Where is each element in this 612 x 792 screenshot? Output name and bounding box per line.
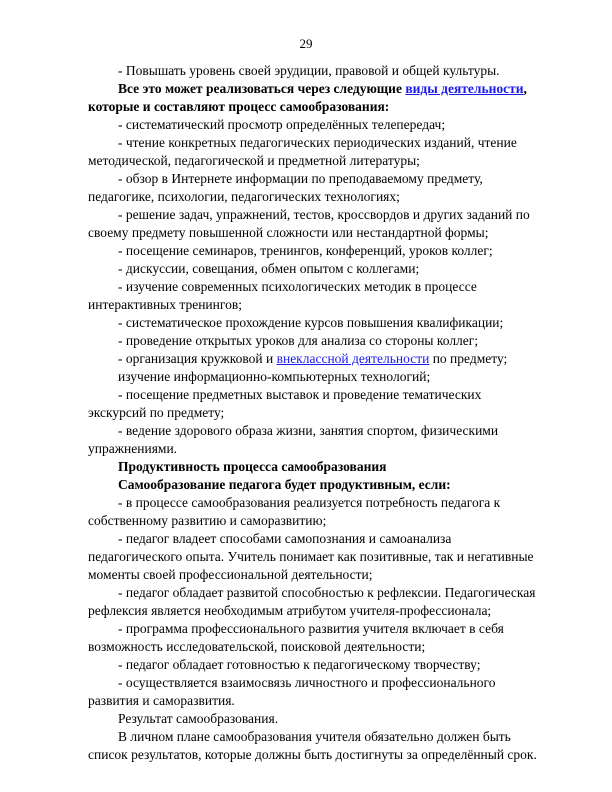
- list-item: - педагог обладает развитой способностью к рефлексии. Педагогическая рефлексия является необходимым атрибутом учителя-профессионала;: [88, 585, 536, 618]
- section-subheading: Самообразование педагога будет продуктивным, если:: [118, 477, 451, 492]
- link-activity-types[interactable]: виды деятельности: [405, 81, 524, 96]
- list-item: - обзор в Интернете информации по преподаваемому предмету, педагогике, психологии, педагогических технологиях;: [88, 171, 483, 204]
- list-item: - педагог владеет способами самопознания и самоанализа педагогического опыта. Учитель понимает как позитивные, так и негативные моменты своей профессиональной деятельности;: [88, 531, 534, 582]
- section-heading: Продуктивность процесса самообразования: [118, 459, 387, 474]
- list-item: [88, 350, 540, 368]
- paragraph-bold: [88, 80, 540, 116]
- text-span: Все это может реализоваться через следующие: [118, 81, 406, 96]
- paragraph: - Повышать уровень своей эрудиции, правовой и общей культуры.: [118, 63, 500, 78]
- list-item: изучение информационно-компьютерных технологий;: [118, 369, 431, 384]
- list-item: - решение задач, упражнений, тестов, кроссвордов и других заданий по своему предмету повышенной сложности или нестандартной формы;: [88, 207, 530, 240]
- list-item: - посещение предметных выставок и проведение тематических экскурсий по предмету;: [88, 387, 482, 420]
- list-item: - изучение современных психологических методик в процессе интерактивных тренингов;: [88, 279, 477, 312]
- list-item: - дискуссии, совещания, обмен опытом с коллегами;: [118, 261, 420, 276]
- text-span: , которые и составляют процесс самообразования:: [88, 81, 527, 114]
- document-body: [88, 62, 540, 764]
- list-item: - чтение конкретных педагогических периодических изданий, чтение методической, педагогической и предметной литературы;: [88, 135, 517, 168]
- list-item: - проведение открытых уроков для анализа со стороны коллег;: [118, 333, 479, 348]
- text-span: - организация кружковой и: [118, 351, 277, 366]
- list-item: - посещение семинаров, тренингов, конференций, уроков коллег;: [118, 243, 493, 258]
- list-item: - систематический просмотр определённых телепередач;: [118, 117, 446, 132]
- text-span: по предмету;: [429, 351, 508, 366]
- link-extracurricular[interactable]: внеклассной деятельности: [276, 351, 430, 366]
- page-number: 29: [299, 36, 313, 51]
- list-item: - программа профессионального развития учителя включает в себя возможность исследовательской, поисковой деятельности;: [88, 621, 504, 654]
- paragraph: Результат самообразования.: [118, 711, 279, 726]
- list-item: - в процессе самообразования реализуется потребность педагога к собственному развитию и саморазвитию;: [88, 495, 501, 528]
- paragraph: В личном плане самообразования учителя обязательно должен быть список результатов, которые должны быть достигнуты за определённый срок.: [88, 729, 537, 762]
- list-item: - педагог обладает готовностью к педагогическому творчеству;: [118, 657, 481, 672]
- list-item: - систематическое прохождение курсов повышения квалификации;: [118, 315, 504, 330]
- list-item: - осуществляется взаимосвязь личностного и профессионального развития и саморазвития.: [88, 675, 496, 708]
- list-item: - ведение здорового образа жизни, занятия спортом, физическими упражнениями.: [88, 423, 499, 456]
